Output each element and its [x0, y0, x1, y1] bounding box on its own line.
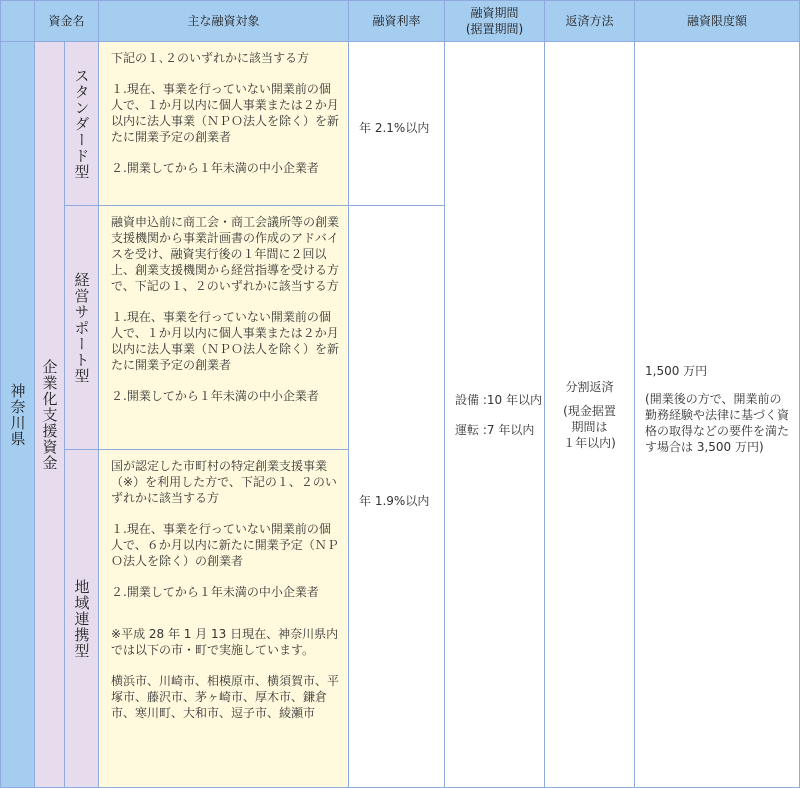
- row-standard: [1, 42, 800, 206]
- target-cell-standard: [99, 42, 349, 206]
- repay-line3: 期間は: [571, 419, 608, 434]
- target-cell-management-support: [99, 206, 349, 450]
- prefecture-cell: [1, 42, 35, 788]
- fund-name-cell: [35, 42, 65, 788]
- period-cell: [445, 42, 545, 788]
- target-text: １.現在、事業を行っていない開業前の個人で、１か月以内に個人事業または２か月以内に法人事業（ＮＰＯ法人を除く）を新たに開業予定の創業者: [111, 82, 340, 144]
- header-fund-name: 資金名: [35, 1, 99, 42]
- target-text: 横浜市、川崎市、相模原市、横須賀市、平塚市、藤沢市、茅ヶ崎市、厚木市、鎌倉市、寒川町、大和市、逗子市、綾瀬市: [111, 674, 340, 720]
- target-text: ２.開業してから１年未満の中小企業者: [111, 389, 319, 403]
- target-cell-regional: [99, 450, 349, 788]
- type-cell-management-support: [65, 206, 99, 450]
- period-operation: 運転 :7 年以内: [455, 422, 535, 437]
- header-blank: [1, 1, 35, 42]
- limit-cell: [635, 42, 800, 788]
- fund-name-label: 企業化支援資金: [40, 358, 59, 471]
- target-text: ※平成 28 年 1 月 13 日現在、神奈川県内では以下の市・町で実施しています。: [111, 627, 339, 657]
- type-cell-standard: [65, 42, 99, 206]
- type-label-regional: 地域連携型: [72, 578, 91, 659]
- rate-cell-standard: [349, 42, 445, 206]
- target-text: 国が認定した市町村の特定創業支援事業（※）を利用した方で、下記の１、２のいずれかに該当する方: [111, 459, 337, 505]
- rate-value-other: 年 1.9%以内: [359, 493, 430, 508]
- type-label-management-support: 経営サポート型: [72, 271, 91, 384]
- target-text: ２.開業してから１年未満の中小企業者: [111, 161, 319, 175]
- header-repay: 返済方法: [545, 1, 635, 42]
- target-text: １.現在、事業を行っていない開業前の個人で、１か月以内に個人事業または２か月以内に法人事業（ＮＰＯ法人を除く）を新たに開業予定の創業者: [111, 310, 340, 372]
- header-row: [1, 1, 800, 42]
- repay-line4: １年以内): [563, 435, 616, 450]
- limit-note: (開業後の方で、開業前の勤務経験や法律に基づく資格の取得などの要件を満たす場合は 3,500 万円): [645, 391, 790, 454]
- rate-value-standard: 年 2.1%以内: [359, 120, 430, 135]
- target-text: ２.開業してから１年未満の中小企業者: [111, 585, 319, 599]
- rate-cell-other: [349, 206, 445, 788]
- repay-cell: [545, 42, 635, 788]
- header-period: [445, 1, 545, 42]
- target-text: 融資申込前に商工会・商工会議所等の創業支援機関から事業計画書の作成のアドバイスを受け、融資実行後の１年間に２回以上、創業支援機関から経営指導を受ける方で、下記の１、２のいずれかに該当する方: [111, 215, 340, 293]
- repay-line1: 分割返済: [565, 379, 614, 394]
- limit-amount: 1,500 万円: [645, 363, 708, 378]
- period-equipment: 設備 :10 年以内: [455, 392, 542, 407]
- type-label-standard: スタンダード型: [72, 67, 91, 180]
- header-period-line2: (据置期間): [465, 22, 524, 36]
- prefecture-label: 神奈川県: [8, 382, 27, 447]
- repay-line2: (現金据置: [563, 403, 616, 418]
- type-cell-regional: [65, 450, 99, 788]
- header-limit: 融資限度額: [635, 1, 800, 42]
- header-period-line1: 融資期間: [470, 6, 519, 20]
- header-target: 主な融資対象: [99, 1, 349, 42]
- target-text: 下記の１､２のいずれかに該当する方: [111, 51, 310, 65]
- header-rate: 融資利率: [349, 1, 445, 42]
- target-text: １.現在、事業を行っていない開業前の個人で、６か月以内に新たに開業予定（ＮＰＯ法人を除く）の創業者: [111, 522, 339, 568]
